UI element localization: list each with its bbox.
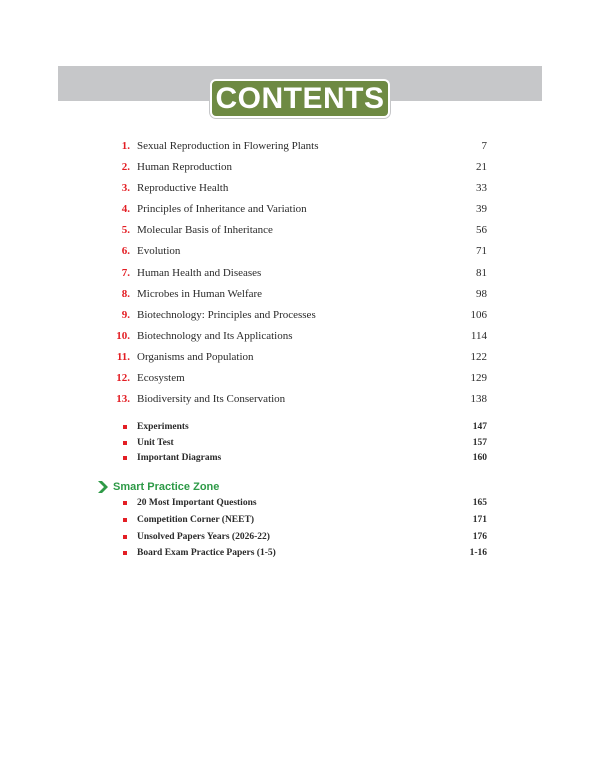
chapter-page: 81: [476, 266, 487, 279]
square-bullet-icon: [123, 441, 127, 445]
zone-item-title: Board Exam Practice Papers (1-5): [137, 548, 276, 559]
chapter-row[interactable]: [100, 307, 490, 328]
chapter-title: Molecular Basis of Inheritance: [137, 224, 273, 237]
smart-zone-list: [118, 497, 490, 564]
chapter-title: Human Reproduction: [137, 161, 233, 174]
zone-item-title: Unsolved Papers Years (2026-22): [137, 531, 270, 542]
chapter-row[interactable]: [100, 138, 490, 159]
zone-item[interactable]: [118, 497, 490, 514]
zone-item-page: 171: [472, 514, 487, 525]
chapter-number: 11.: [116, 350, 130, 363]
smart-practice-zone-title: Smart Practice Zone: [113, 481, 220, 493]
extras-list: [118, 421, 490, 468]
chapter-row[interactable]: [100, 286, 490, 307]
chapter-row[interactable]: [100, 201, 490, 222]
chapter-title: Human Health and Diseases: [137, 266, 262, 279]
extra-item[interactable]: [118, 437, 490, 453]
chapter-page: 114: [470, 329, 487, 342]
chapter-page: 56: [476, 224, 487, 237]
smart-practice-zone-heading: [98, 480, 219, 494]
chapter-row[interactable]: [100, 328, 490, 349]
chapter-title: Organisms and Population: [137, 350, 254, 363]
chapter-title: Biotechnology: Principles and Processes: [137, 308, 316, 321]
extra-title: Experiments: [137, 422, 189, 432]
zone-item-title: 20 Most Important Questions: [137, 498, 257, 508]
chapter-title: Biodiversity and Its Conservation: [137, 393, 286, 406]
chapter-list: [100, 138, 490, 412]
chapter-page: 106: [470, 308, 487, 321]
page-title: CONTENTS: [215, 81, 385, 115]
chapter-row[interactable]: [100, 180, 490, 201]
square-bullet-icon: [123, 456, 127, 460]
extra-item[interactable]: [118, 421, 490, 437]
chapter-title: Evolution: [137, 245, 181, 258]
chapter-row[interactable]: [100, 265, 490, 286]
chapter-number: 2.: [121, 161, 130, 174]
square-bullet-icon: [123, 535, 127, 539]
chapter-page: 129: [470, 372, 487, 385]
square-bullet-icon: [123, 518, 127, 522]
chapter-page: 98: [476, 287, 487, 300]
chapter-row[interactable]: [100, 222, 490, 243]
chapter-number: 13.: [116, 393, 130, 406]
chapter-number: 9.: [121, 308, 130, 321]
chapter-row[interactable]: [100, 391, 490, 412]
extra-title: Unit Test: [137, 437, 174, 448]
chapter-number: 8.: [121, 287, 130, 300]
chapter-page: 33: [476, 182, 487, 195]
chapter-number: 6.: [121, 245, 130, 258]
chapter-title: Principles of Inheritance and Variation: [137, 203, 307, 216]
chapter-number: 5.: [121, 224, 130, 237]
extra-title: Important Diagrams: [137, 453, 222, 463]
extra-page: 160: [472, 453, 487, 463]
chapter-page: 39: [476, 203, 487, 216]
chapter-page: 122: [470, 350, 487, 363]
chapter-row[interactable]: [100, 243, 490, 264]
chapter-row[interactable]: [100, 349, 490, 370]
zone-item-page: 176: [472, 531, 487, 542]
chapter-number: 3.: [121, 182, 130, 195]
chapter-page: 7: [481, 140, 487, 152]
zone-item[interactable]: [118, 531, 490, 548]
chapter-number: 12.: [116, 372, 130, 385]
chapter-number: 4.: [121, 203, 130, 216]
extra-page: 157: [472, 437, 487, 448]
chapter-number: 1.: [121, 140, 130, 152]
chapter-row[interactable]: [100, 159, 490, 180]
square-bullet-icon: [123, 425, 127, 429]
chapter-title: Ecosystem: [137, 372, 185, 385]
chapter-page: 21: [476, 161, 487, 174]
extra-item[interactable]: [118, 452, 490, 468]
square-bullet-icon: [123, 501, 127, 505]
chapter-page: 71: [476, 245, 487, 258]
chapter-title: Sexual Reproduction in Flowering Plants: [137, 140, 319, 152]
square-bullet-icon: [123, 551, 127, 555]
zone-item-page: 165: [472, 498, 487, 508]
chapter-number: 7.: [121, 266, 130, 279]
chapter-number: 10.: [116, 329, 130, 342]
chapter-title: Reproductive Health: [137, 182, 229, 195]
chapter-page: 138: [470, 393, 487, 406]
chapter-title: Microbes in Human Welfare: [137, 287, 263, 300]
extra-page: 147: [472, 422, 487, 432]
zone-item-page: 1-16: [469, 548, 487, 559]
contents-title-box: [210, 79, 390, 118]
zone-item[interactable]: [118, 514, 490, 531]
zone-item-title: Competition Corner (NEET): [137, 514, 254, 525]
zone-item[interactable]: [118, 547, 490, 564]
chapter-row[interactable]: [100, 370, 490, 391]
right-arrow-icon: [98, 481, 108, 493]
chapter-title: Biotechnology and Its Applications: [137, 329, 293, 342]
